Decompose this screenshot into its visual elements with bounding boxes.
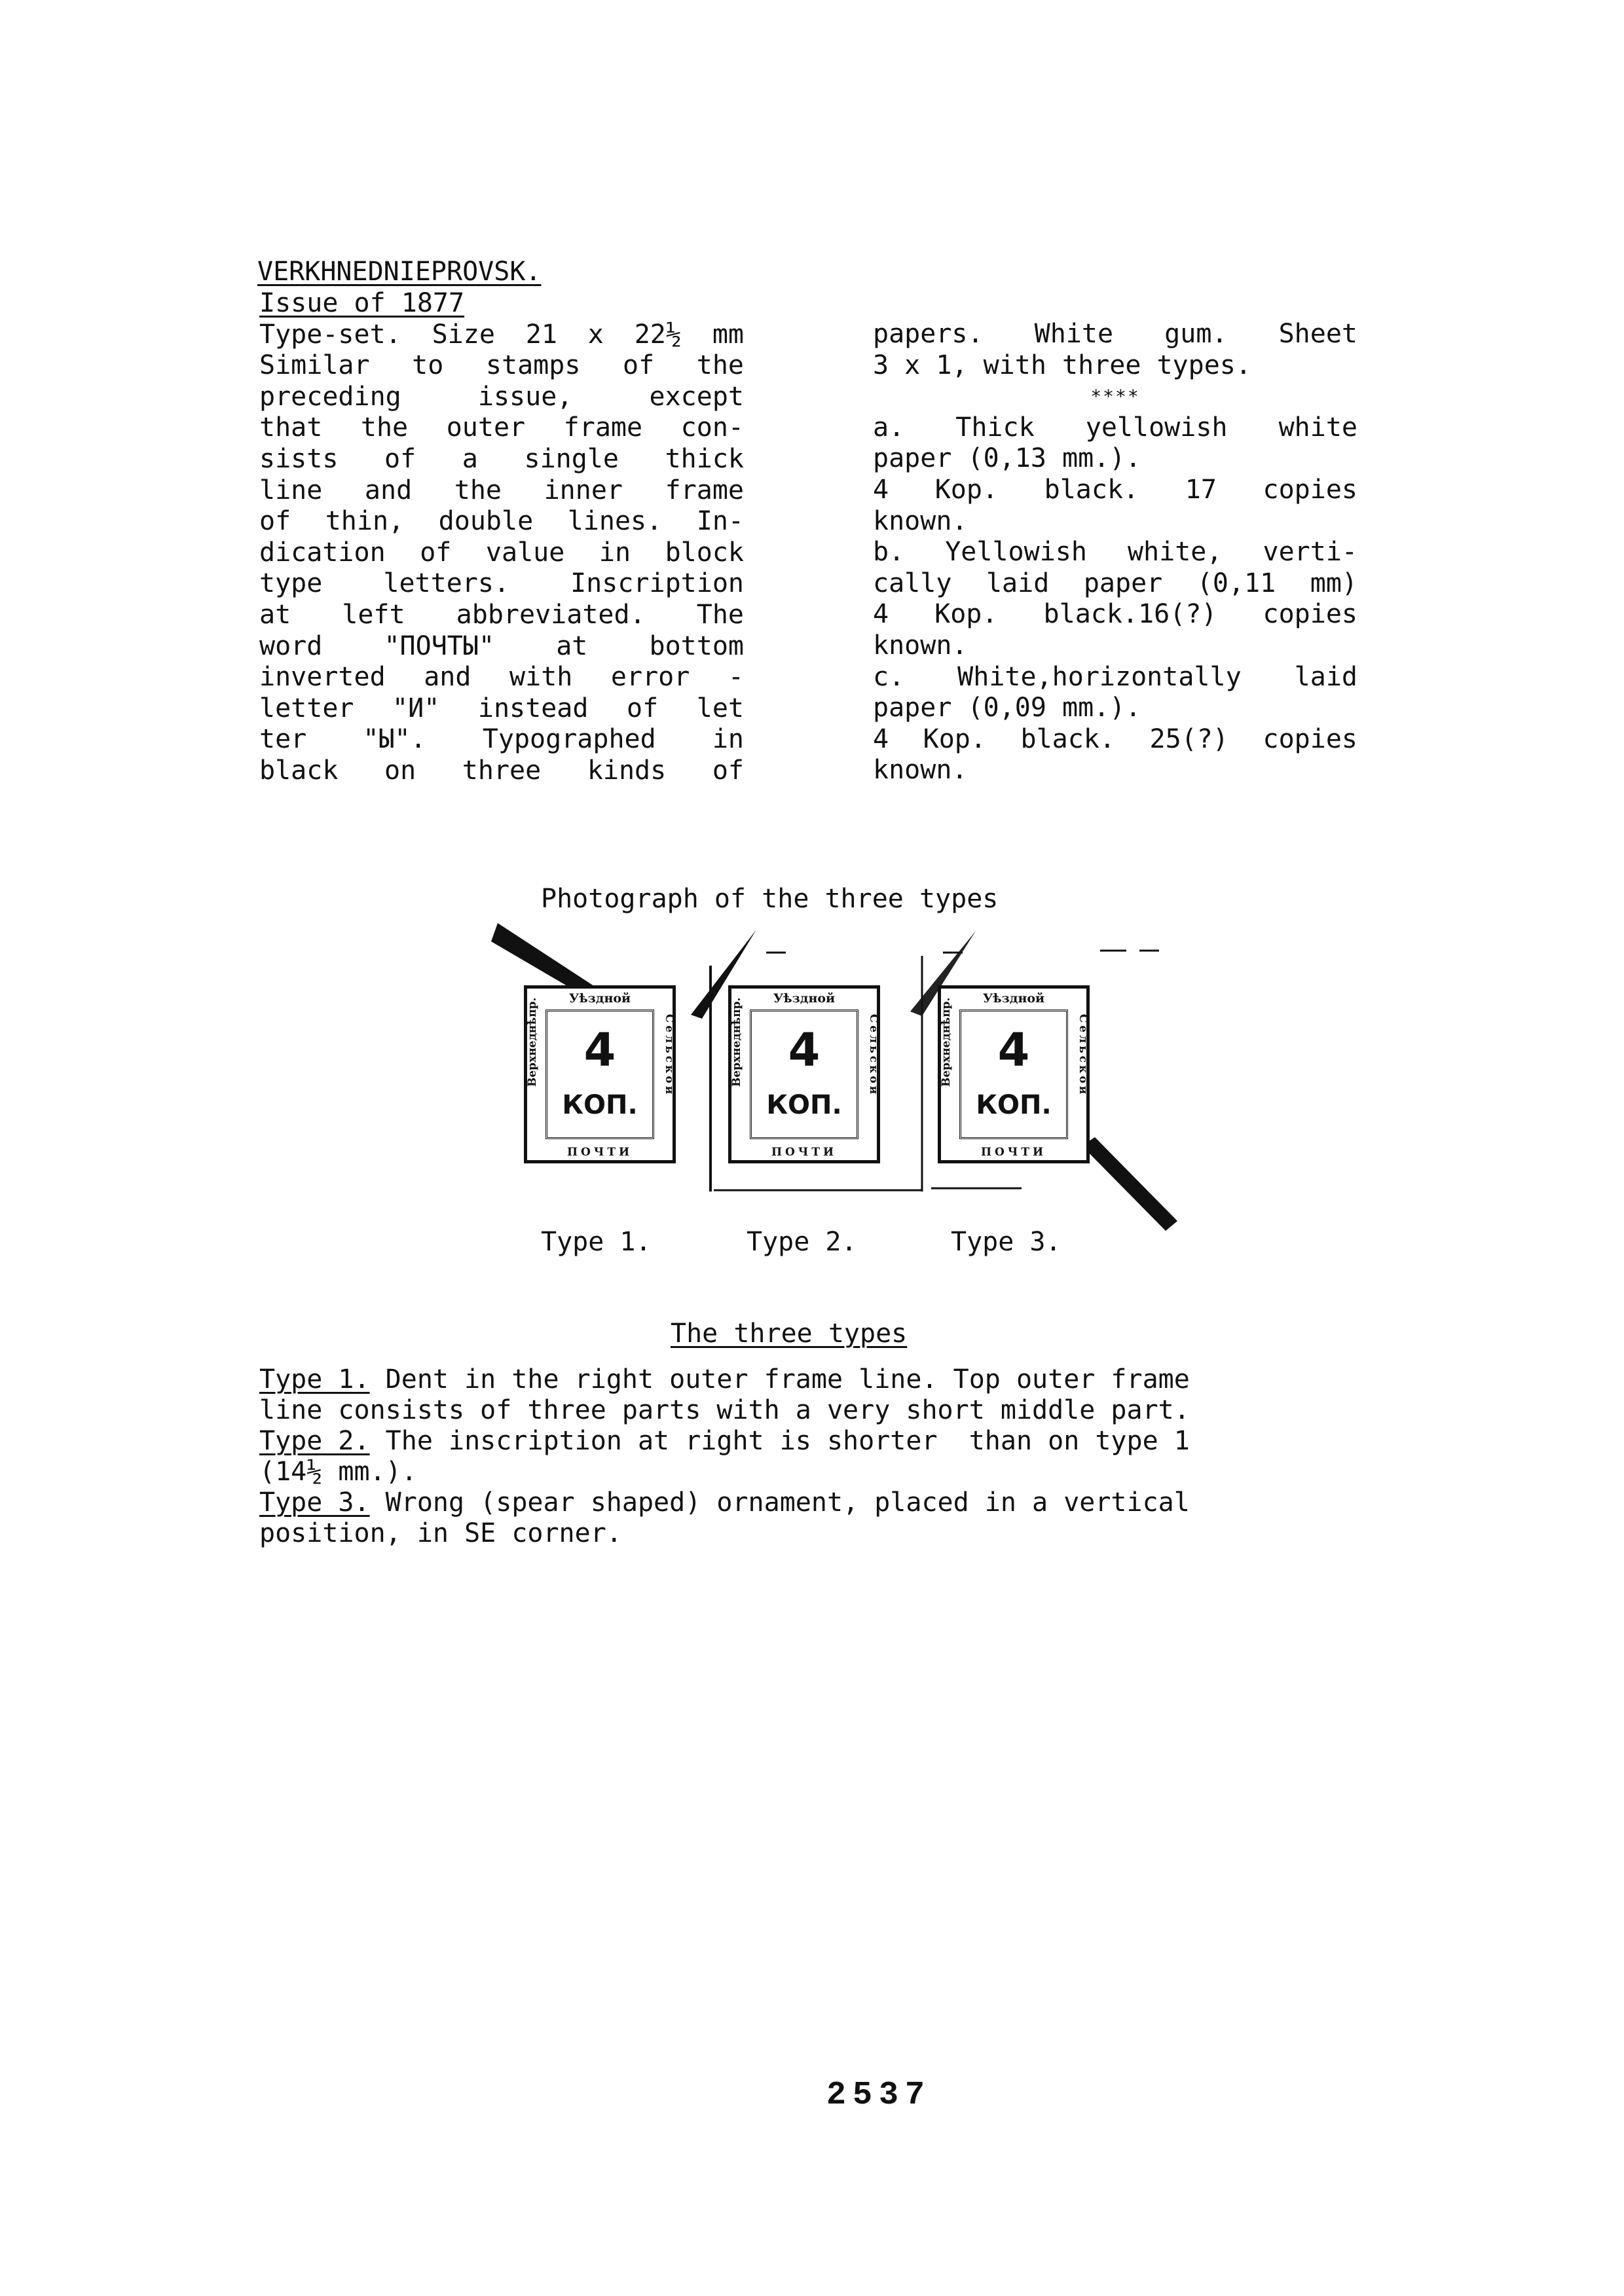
left-line: that the outer frame con- (259, 412, 744, 443)
left-line: dication of value in block (259, 537, 744, 568)
right-column (873, 319, 1357, 786)
right-line: papers. White gum. Sheet (873, 319, 1357, 349)
left-line: black on three kinds of (259, 755, 744, 786)
stamp-unit: КОП. (976, 1090, 1052, 1120)
separator-stars: **** (1090, 386, 1140, 408)
stamp-right-text: Сельской (1076, 1013, 1090, 1097)
right-line: known. (873, 630, 968, 661)
left-line: line and the inner frame (259, 475, 744, 505)
right-line: known. (873, 755, 968, 786)
stamp-right-text: Сельской (866, 1013, 880, 1097)
stamp-inner-frame (750, 1010, 858, 1139)
right-line: paper (0,09 mm.). (873, 693, 1141, 723)
stamp-top-text: Уѣздной (982, 991, 1045, 1006)
stamp-value: 4 (788, 1023, 821, 1077)
type-1-text: Dent in the right outer frame line. Top outer frame (369, 1364, 1190, 1394)
stamp-top-text: Уѣздной (773, 991, 836, 1006)
page-number: 2537 (826, 2077, 932, 2114)
pointer-arrow-icon (1082, 1137, 1177, 1231)
right-line: c. White,horizontally laid (873, 661, 1357, 692)
type-3-description (259, 1487, 1190, 1519)
issue-line: Issue of 1877 (259, 288, 465, 318)
type-3-text: Wrong (spear shaped) ornament, placed in a vertical (369, 1487, 1190, 1518)
type-1-label: Type 1. (541, 1227, 652, 1257)
pointer-arrow-icon (491, 923, 596, 995)
right-line: a. Thick yellowish white (873, 412, 1357, 443)
type-3-label: Type 3. (951, 1227, 1061, 1257)
left-line: letter "И" instead of let (259, 693, 744, 723)
types-section-title: The three types (671, 1319, 908, 1349)
left-line: at left abbreviated. The (259, 599, 744, 630)
right-line: 3 x 1, with three types. (873, 350, 1251, 380)
type-2-heading: Type 2. (259, 1426, 370, 1456)
left-line: preceding issue, except (259, 381, 744, 412)
left-line: ter "Ы". Typographed in (259, 724, 744, 755)
right-line: cally laid paper (0,11 mm) (873, 568, 1357, 598)
stamp-value: 4 (583, 1023, 616, 1077)
stamp-value: 4 (997, 1023, 1030, 1077)
stamp-unit: КОП. (766, 1090, 842, 1120)
left-line: inverted and with error - (259, 662, 744, 693)
stamp-left-text: Верхнеднѣпр. (940, 997, 953, 1087)
right-line: 4 Kop. black.16(?) copies (873, 599, 1357, 630)
right-line: paper (0,13 mm.). (873, 443, 1141, 474)
type-1-description (259, 1364, 1190, 1396)
type-2-text: The inscription at right is shorter than on type 1 (369, 1426, 1190, 1456)
right-line: known. (873, 505, 968, 536)
left-line: of thin, double lines. In- (259, 506, 744, 537)
type-1-description-cont: line consists of three parts with a very short middle part. (259, 1395, 1190, 1425)
stamp-bottom-text: ПОЧТИ (566, 1146, 633, 1159)
type-3-heading: Type 3. (259, 1487, 370, 1518)
left-line: Type-set. Size 21 x 22½ mm (259, 319, 744, 350)
stamp-bottom-text: ПОЧТИ (771, 1146, 838, 1159)
stamp-inner-frame (959, 1010, 1068, 1139)
right-line: 4 Kop. black. 17 copies (873, 474, 1357, 505)
left-line: type letters. Inscription (259, 568, 744, 599)
stamp-bottom-text: ПОЧТИ (980, 1146, 1047, 1159)
stamp-type-3 (938, 985, 1090, 1163)
stamp-unit: КОП. (562, 1090, 638, 1120)
stamp-left-text: Верхнеднѣпр. (730, 997, 743, 1087)
type-2-description-cont: (14½ mm.). (259, 1457, 417, 1487)
article-heading: VERKHNEDNIEPROVSK. (257, 257, 542, 287)
right-line: 4 Kop. black. 25(?) copies (873, 723, 1357, 754)
left-line: word "ПОЧТЫ" at bottom (259, 630, 744, 661)
left-line: sists of a single thick (259, 443, 744, 474)
left-column (259, 288, 744, 787)
type-2-label: Type 2. (747, 1227, 857, 1257)
stamp-right-text: Сельской (662, 1013, 676, 1097)
stamp-type-1 (524, 985, 676, 1163)
type-1-heading: Type 1. (259, 1364, 370, 1394)
stamp-inner-frame (545, 1010, 654, 1139)
type-3-description-cont: position, in SE corner. (259, 1518, 622, 1548)
stamp-top-text: Уѣздной (568, 991, 631, 1006)
left-line: Similar to stamps of the (259, 350, 744, 381)
stamp-left-text: Верхнеднѣпр. (526, 997, 539, 1087)
type-2-description (259, 1426, 1190, 1457)
figure-caption: Photograph of the three types (541, 884, 999, 914)
right-line: b. Yellowish white, verti- (873, 537, 1357, 568)
stamp-type-2 (728, 985, 880, 1163)
